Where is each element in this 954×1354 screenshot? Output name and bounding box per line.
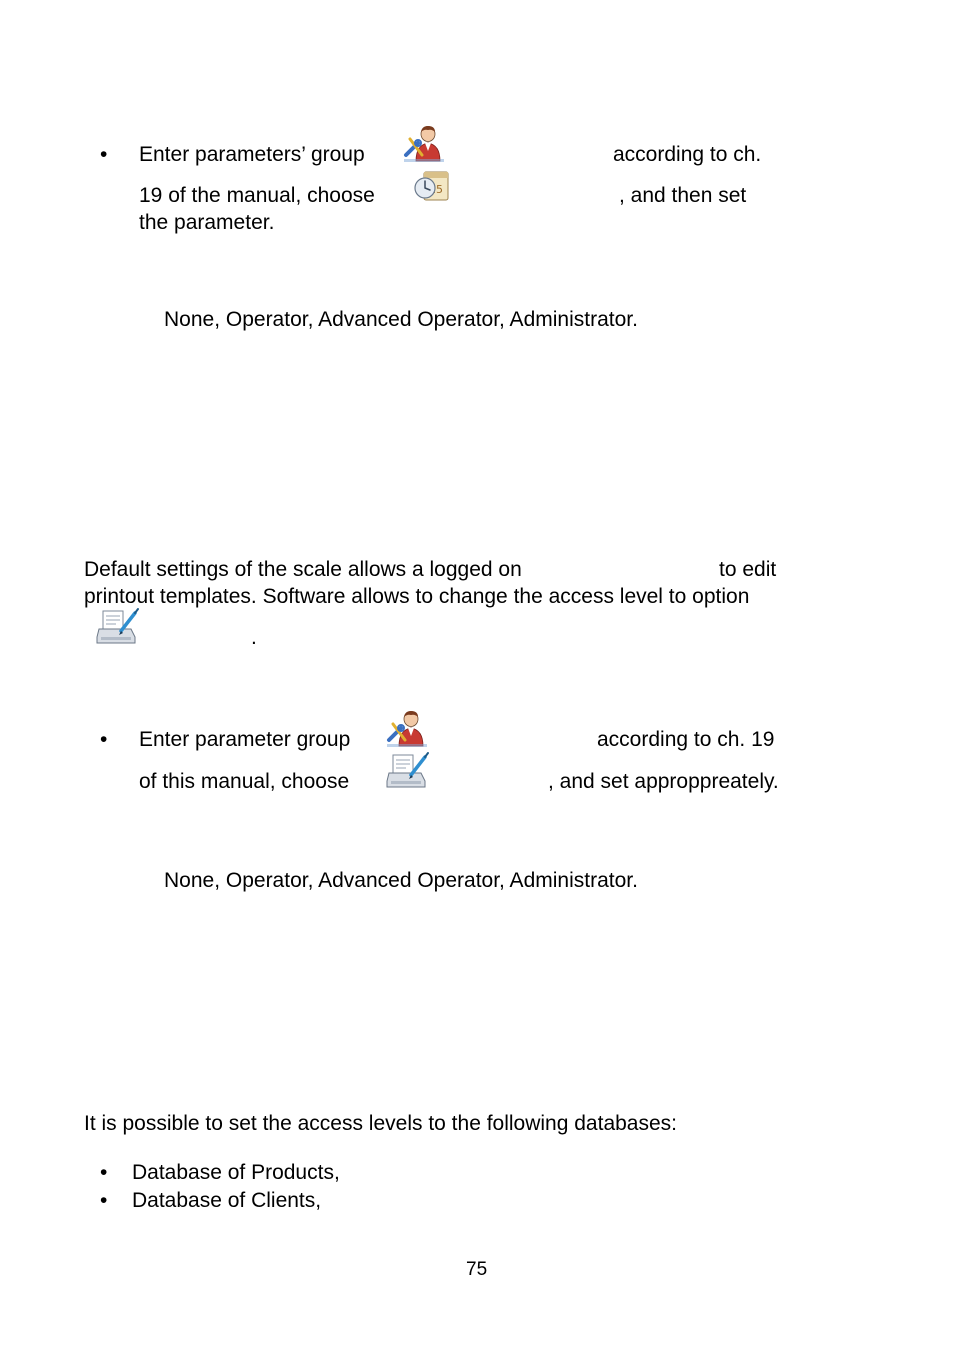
section1-bullet-text: Enter parameters’ group <box>139 143 365 166</box>
section2-paragraph: Default settings of the scale allows a logged on <box>84 558 522 581</box>
section2-bullet-text: Enter parameter group <box>139 728 351 751</box>
section2-bullet-text: , and set approppreately. <box>548 770 779 793</box>
section1-bullet-text: according to ch. <box>613 143 762 166</box>
section2-paragraph: to edit <box>719 558 777 581</box>
bullet-marker: • <box>100 1189 108 1212</box>
section2-paragraph: printout templates. Software allows to change the access level to option <box>84 585 750 608</box>
section2-bullet-text: of this manual, choose <box>139 770 350 793</box>
list-item: Database of Products, <box>132 1161 340 1184</box>
section1-bullet-text: , and then set <box>619 184 747 207</box>
bullet-marker: • <box>100 143 108 166</box>
users-settings-icon <box>385 710 429 750</box>
printout-edit-icon <box>385 751 429 791</box>
list-item: Database of Clients, <box>132 1189 322 1212</box>
page-number: 75 <box>466 1259 488 1280</box>
printout-edit-icon <box>95 607 139 647</box>
section3-intro: It is possible to set the access levels to the following databases: <box>84 1112 677 1135</box>
section2-options: None, Operator, Advanced Operator, Administrator. <box>164 869 638 892</box>
section1-options: None, Operator, Advanced Operator, Administrator. <box>164 308 638 331</box>
section2-paragraph: . <box>251 626 257 649</box>
users-settings-icon <box>402 125 446 165</box>
section1-bullet-text: the parameter. <box>139 211 275 234</box>
section1-bullet-text: 19 of the manual, choose <box>139 184 375 207</box>
bullet-marker: • <box>100 728 108 751</box>
date-time-icon <box>412 166 452 206</box>
bullet-marker: • <box>100 1161 108 1184</box>
section2-bullet-text: according to ch. 19 <box>597 728 775 751</box>
